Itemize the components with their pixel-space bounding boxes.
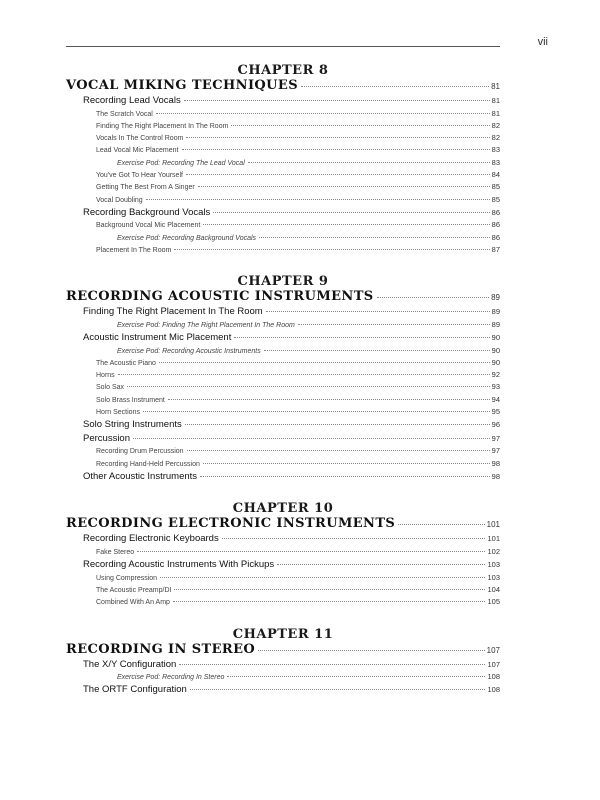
chapter-title-entry[interactable]: [66, 516, 500, 531]
page-ref: 85: [491, 194, 500, 204]
toc-section-entry[interactable]: [66, 533, 500, 547]
page-ref: 81: [491, 82, 500, 91]
chapter-block: [66, 64, 500, 257]
page-ref: 86: [491, 232, 500, 242]
dot-leader: [174, 589, 485, 590]
entry-title: Exercise Pod: Recording Acoustic Instruments: [117, 347, 261, 355]
toc-subsection-entry[interactable]: [66, 370, 500, 382]
chapter-heading: [66, 275, 500, 304]
chapter-label: CHAPTER 8: [237, 63, 329, 78]
toc-section-entry[interactable]: [66, 433, 500, 447]
entry-title: Lead Vocal Mic Placement: [96, 147, 179, 155]
table-of-contents: [66, 64, 500, 716]
page-ref: 90: [491, 357, 500, 367]
entry-title: Vocals In The Control Room: [96, 135, 184, 143]
chapter-block: [66, 275, 500, 484]
page-number: vii: [537, 36, 548, 48]
page-ref: 83: [491, 145, 500, 155]
dot-leader: [398, 524, 484, 525]
chapter-title: RECORDING ACOUSTIC INSTRUMENTS: [66, 289, 374, 305]
page-ref: 81: [491, 108, 500, 118]
entry-title: Acoustic Instrument Mic Placement: [83, 332, 232, 344]
page-ref: 89: [491, 319, 500, 329]
page-ref: 98: [491, 458, 500, 468]
dot-leader: [190, 689, 486, 690]
entry-title: Exercise Pod: Recording In Stereo: [117, 674, 225, 682]
dot-leader: [137, 551, 485, 552]
toc-exercise-entry[interactable]: [66, 320, 500, 332]
page-ref: 107: [486, 645, 500, 655]
dot-leader: [222, 538, 486, 539]
page-ref: 108: [487, 672, 500, 682]
dot-leader: [203, 463, 490, 464]
toc-subsection-entry[interactable]: [66, 585, 500, 597]
entry-title: Vocal Doubling: [96, 196, 143, 204]
toc-exercise-entry[interactable]: [66, 672, 500, 684]
toc-section-entry[interactable]: [66, 419, 500, 433]
entry-title: Other Acoustic Instruments: [83, 470, 198, 482]
toc-section-entry[interactable]: [66, 207, 500, 221]
page-ref: 93: [491, 382, 500, 392]
toc-subsection-entry[interactable]: [66, 121, 500, 133]
chapter-title: VOCAL MIKING TECHNIQUES: [66, 78, 298, 93]
entry-title: Recording Acoustic Instruments With Pickups: [83, 559, 275, 571]
entry-title: Recording Hand-Held Percussion: [96, 460, 200, 468]
dot-leader: [127, 386, 490, 387]
dot-leader: [182, 149, 490, 150]
page-ref: 108: [487, 685, 500, 695]
chapter-label: CHAPTER 9: [237, 274, 329, 290]
entry-title: The Acoustic Piano: [96, 359, 156, 367]
page-ref: 90: [491, 333, 500, 343]
toc-subsection-entry[interactable]: [66, 109, 500, 121]
page-ref: 95: [491, 407, 500, 417]
dot-leader: [377, 297, 490, 298]
chapter-heading: [66, 64, 500, 93]
dot-leader: [266, 311, 490, 312]
dot-leader: [213, 212, 489, 213]
entry-title: Using Compression: [96, 574, 158, 582]
page-ref: 92: [491, 370, 500, 380]
dot-leader: [159, 362, 490, 363]
toc-exercise-entry[interactable]: [66, 346, 500, 358]
entry-title: The Acoustic Preamp/DI: [96, 587, 172, 595]
chapter-title-entry[interactable]: [66, 642, 500, 657]
dot-leader: [186, 174, 490, 175]
toc-subsection-entry[interactable]: [66, 182, 500, 194]
page-ref: 82: [491, 120, 500, 130]
page-ref: 101: [487, 534, 500, 544]
entry-title: Exercise Pod: Recording The Lead Vocal: [117, 159, 245, 167]
toc-subsection-entry[interactable]: [66, 573, 500, 585]
page-ref: 96: [491, 420, 500, 430]
page-ref: 86: [491, 207, 500, 217]
chapter-heading: [66, 628, 500, 657]
toc-subsection-entry[interactable]: [66, 358, 500, 370]
entry-title: Fake Stereo: [96, 548, 135, 556]
dot-leader: [298, 324, 490, 325]
toc-subsection-entry[interactable]: [66, 133, 500, 145]
page-ref: 107: [487, 659, 500, 669]
entry-title: The X/Y Configuration: [83, 658, 177, 670]
dot-leader: [173, 601, 486, 602]
chapter-title: RECORDING IN STEREO: [66, 641, 256, 657]
toc-section-entry[interactable]: [66, 95, 500, 109]
page-ref: 104: [487, 585, 500, 595]
dot-leader: [156, 113, 490, 114]
page-ref: 102: [487, 546, 500, 556]
toc-section-entry[interactable]: [66, 684, 500, 698]
toc-section-entry[interactable]: [66, 332, 500, 346]
entry-title: Getting The Best From A Singer: [96, 184, 195, 192]
header-rule: [66, 46, 500, 47]
dot-leader: [258, 650, 484, 651]
dot-leader: [146, 199, 490, 200]
page-ref: 84: [491, 169, 500, 179]
toc-subsection-entry[interactable]: [66, 245, 500, 257]
toc-exercise-entry[interactable]: [66, 233, 500, 245]
toc-section-entry[interactable]: [66, 471, 500, 485]
entry-title: You've Got To Hear Yourself: [96, 171, 183, 179]
chapter-title: RECORDING ELECTRONIC INSTRUMENTS: [66, 516, 396, 532]
dot-leader: [277, 564, 485, 565]
toc-section-entry[interactable]: [66, 559, 500, 573]
toc-subsection-entry[interactable]: [66, 145, 500, 157]
dot-leader: [118, 374, 490, 375]
chapter-block: [66, 502, 500, 609]
page-ref: 103: [487, 572, 500, 582]
page-ref: 83: [491, 157, 500, 167]
page-ref: 87: [491, 244, 500, 254]
dot-leader: [301, 86, 489, 87]
toc-subsection-entry[interactable]: [66, 547, 500, 559]
page-ref: 94: [491, 394, 500, 404]
entry-title: Recording Drum Percussion: [96, 448, 184, 456]
dot-leader: [160, 577, 485, 578]
entry-title: Background Vocal Mic Placement: [96, 222, 201, 230]
dot-leader: [200, 476, 490, 477]
dot-leader: [231, 125, 489, 126]
toc-subsection-entry[interactable]: [66, 195, 500, 207]
dot-leader: [234, 337, 489, 338]
dot-leader: [185, 424, 490, 425]
dot-leader: [187, 450, 490, 451]
dot-leader: [179, 664, 485, 665]
dot-leader: [248, 162, 490, 163]
dot-leader: [186, 137, 489, 138]
dot-leader: [264, 350, 490, 351]
entry-title: Solo Sax: [96, 384, 125, 392]
toc-subsection-entry[interactable]: [66, 220, 500, 232]
toc-section-entry[interactable]: [66, 659, 500, 673]
toc-subsection-entry[interactable]: [66, 446, 500, 458]
entry-title: Recording Lead Vocals: [83, 95, 181, 106]
dot-leader: [184, 100, 490, 101]
dot-leader: [133, 438, 490, 439]
page-ref: 89: [491, 307, 500, 317]
page-ref: 86: [491, 220, 500, 230]
entry-title: Finding The Right Placement In The Room: [96, 122, 229, 130]
toc-exercise-entry[interactable]: [66, 158, 500, 170]
dot-leader: [174, 249, 489, 250]
dot-leader: [198, 186, 490, 187]
entry-title: Horn Sections: [96, 409, 140, 417]
chapter-heading: [66, 502, 500, 531]
entry-title: The Scratch Vocal: [96, 110, 153, 118]
dot-leader: [168, 399, 490, 400]
chapter-label: CHAPTER 10: [232, 501, 334, 517]
dot-leader: [227, 676, 485, 677]
entry-title: Percussion: [83, 432, 130, 444]
dot-leader: [259, 237, 490, 238]
entry-title: Placement In The Room: [96, 246, 172, 254]
chapter-title-entry[interactable]: [66, 289, 500, 304]
page-ref: 97: [491, 433, 500, 443]
entry-title: Combined With An Amp: [96, 599, 170, 607]
page-ref: 105: [487, 597, 500, 607]
entry-title: Finding The Right Placement In The Room: [83, 306, 263, 318]
entry-title: Exercise Pod: Finding The Right Placement In The Room: [117, 321, 295, 329]
entry-title: Horns: [96, 372, 115, 380]
page-ref: 81: [491, 96, 500, 105]
entry-title: Recording Electronic Keyboards: [83, 533, 219, 545]
page-ref: 82: [491, 133, 500, 143]
entry-title: Solo Brass Instrument: [96, 396, 165, 404]
dot-leader: [143, 411, 490, 412]
chapter-label: CHAPTER 11: [232, 626, 334, 642]
entry-title: Solo String Instruments: [83, 419, 182, 431]
page-ref: 90: [491, 345, 500, 355]
entry-title: Recording Background Vocals: [83, 206, 211, 218]
dot-leader: [203, 224, 489, 225]
toc-subsection-entry[interactable]: [66, 407, 500, 419]
entry-title: Exercise Pod: Recording Background Vocals: [117, 234, 257, 242]
toc-subsection-entry[interactable]: [66, 382, 500, 394]
chapter-title-entry[interactable]: [66, 78, 500, 93]
page-ref: 101: [486, 520, 500, 530]
toc-section-entry[interactable]: [66, 306, 500, 320]
toc-subsection-entry[interactable]: [66, 597, 500, 609]
toc-subsection-entry[interactable]: [66, 170, 500, 182]
page-ref: 85: [491, 182, 500, 192]
entry-title: The ORTF Configuration: [83, 684, 187, 696]
toc-subsection-entry[interactable]: [66, 459, 500, 471]
page-ref: 97: [491, 446, 500, 456]
toc-subsection-entry[interactable]: [66, 395, 500, 407]
page-ref: 103: [487, 560, 500, 570]
page-ref: 89: [491, 293, 500, 303]
page-ref: 98: [491, 471, 500, 481]
chapter-block: [66, 628, 500, 698]
